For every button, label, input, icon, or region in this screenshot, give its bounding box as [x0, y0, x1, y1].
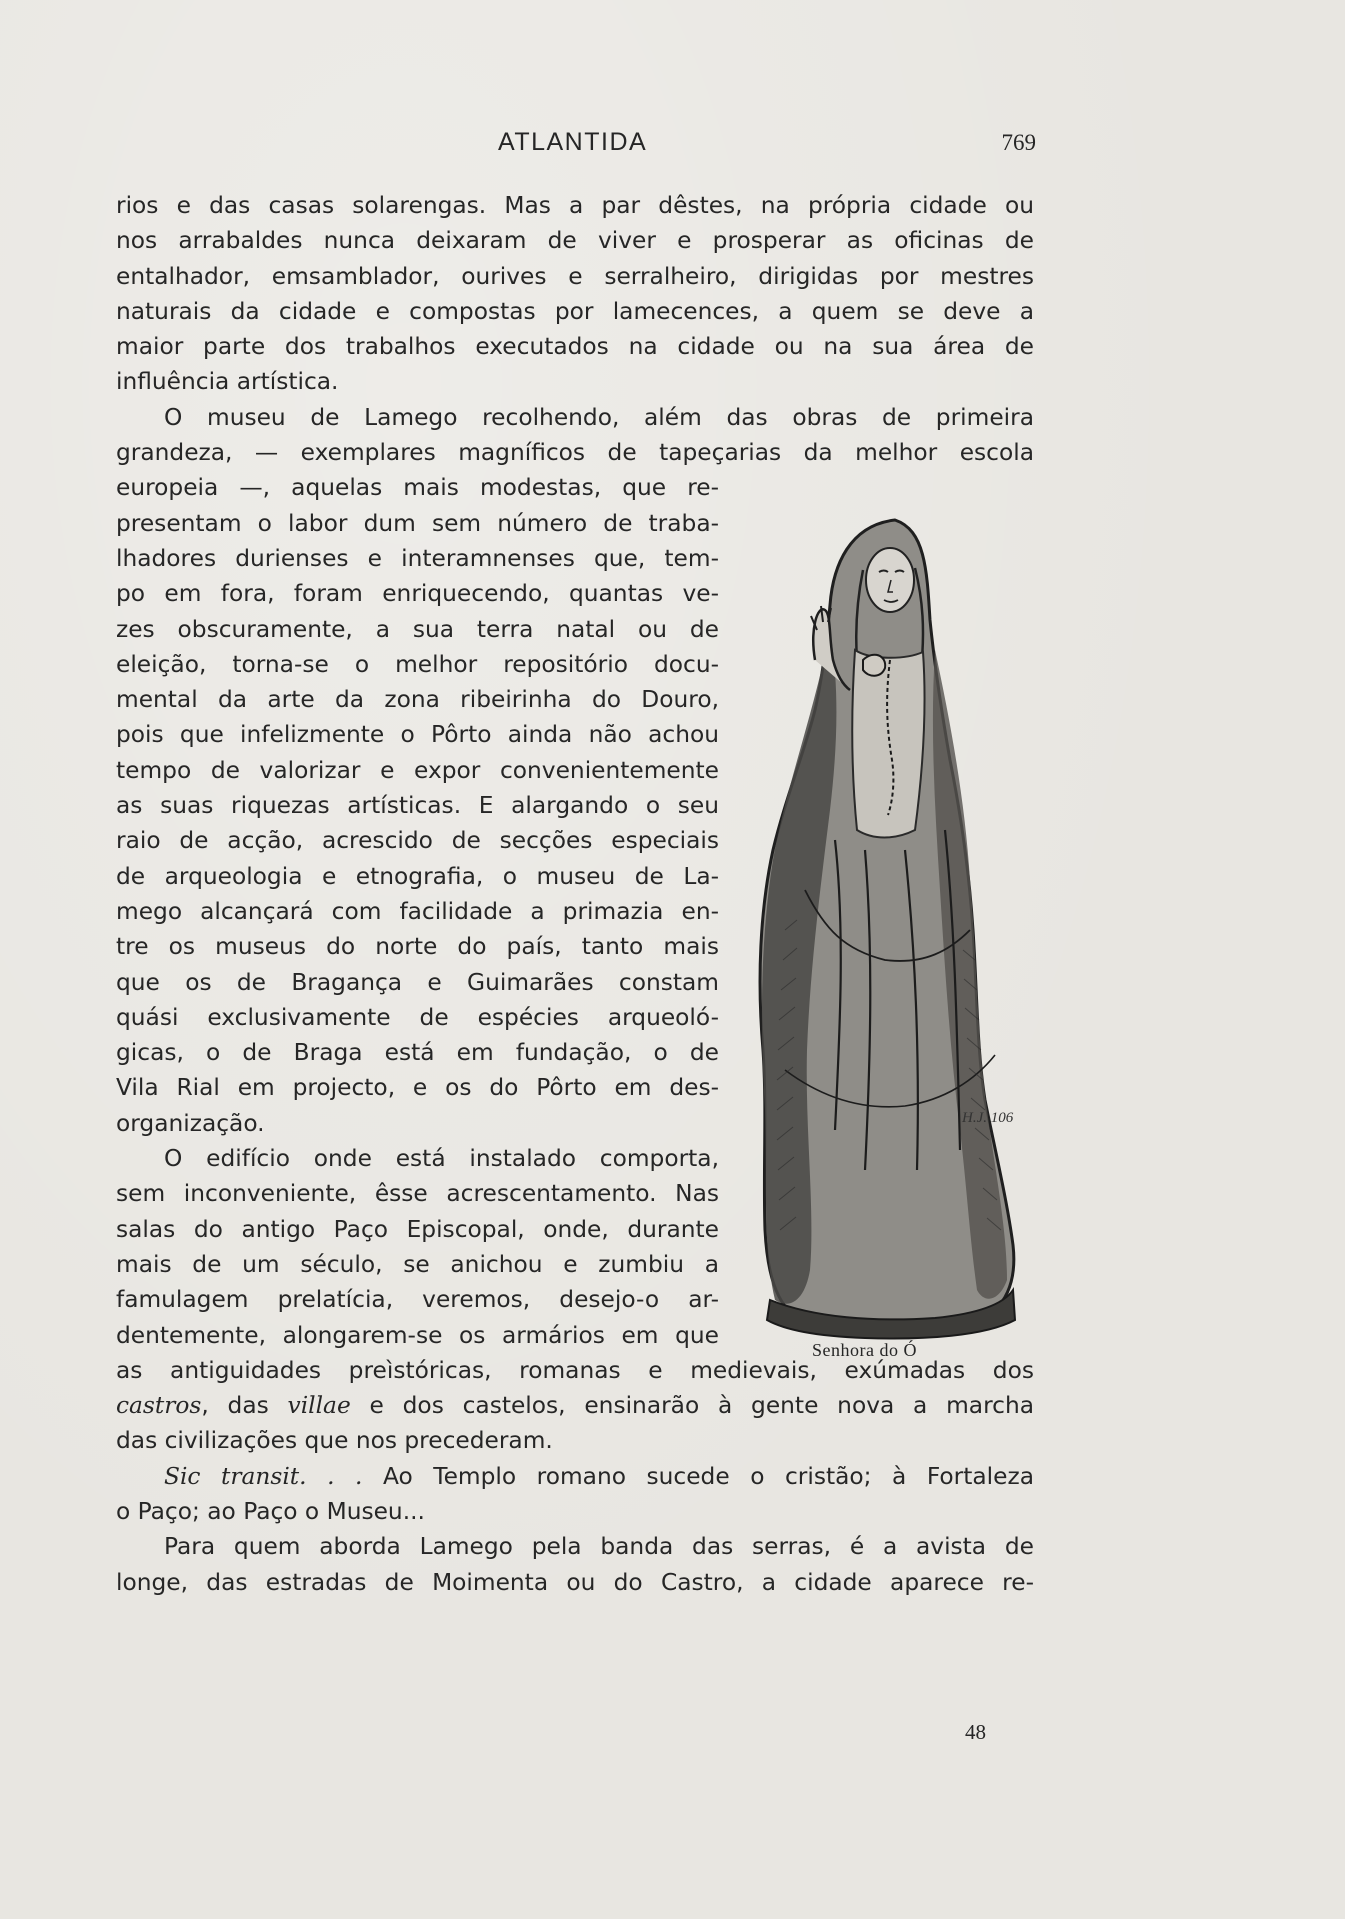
text-line: naturais da cidade e compostas por lamecences, a quem se deve a	[116, 297, 1034, 325]
running-title: ATLANTIDA	[498, 128, 648, 156]
text-line: de arqueologia e etnografia, o museu de La-	[116, 862, 719, 890]
text-line: quási exclusivamente de espécies arqueoló-	[116, 1003, 719, 1031]
text-line: grandeza, — exemplares magníficos de tapeçarias da melhor escola	[116, 439, 1034, 467]
text-line: castros, das villae e dos castelos, ensinarão à gente nova a marcha	[116, 1392, 1034, 1420]
text-line: O edifício onde está instalado comporta,	[164, 1145, 719, 1173]
artist-mark: H.J. 106	[962, 1110, 1014, 1126]
text-line: zes obscuramente, a sua terra natal ou de	[116, 615, 719, 643]
text-line: tempo de valorizar e expor convenientemente	[116, 756, 719, 784]
text-line: influência artística.	[116, 368, 339, 396]
text-line: maior parte dos trabalhos executados na cidade ou na sua área de	[116, 333, 1034, 361]
text-line: Sic transit. . . Ao Templo romano sucede o cristão; à Fortaleza	[164, 1462, 1034, 1490]
text-line: po em fora, foram enriquecendo, quantas ve-	[116, 580, 719, 608]
text-line: Para quem aborda Lamego pela banda das serras, é a avista de	[164, 1533, 1034, 1561]
italic-phrase: Sic transit. . .	[164, 1462, 363, 1490]
text-line: Vila Rial em projecto, e os do Pôrto em des-	[116, 1074, 719, 1102]
italic-word: villae	[287, 1392, 351, 1420]
text-line: O museu de Lamego recolhendo, além das obras de primeira	[164, 403, 1034, 431]
printer-signature: 48	[965, 1720, 986, 1744]
text-line: pois que infelizmente o Pôrto ainda não achou	[116, 721, 719, 749]
text-line: presentam o labor dum sem número de traba-	[116, 509, 719, 537]
text-line: rios e das casas solarengas. Mas a par dêstes, na própria cidade ou	[116, 192, 1034, 219]
text-line: eleição, torna-se o melhor repositório docu-	[116, 650, 719, 678]
text-line: que os de Bragança e Guimarães constam	[116, 968, 719, 996]
text-line: dentemente, alongarem-se os armários em que	[116, 1321, 719, 1349]
text-line: as suas riquezas artísticas. E alargando o seu	[116, 792, 719, 820]
text-line: das civilizações que nos precederam.	[116, 1427, 553, 1455]
text-line: o Paço; ao Paço o Museu...	[116, 1497, 425, 1525]
text-line: famulagem prelatícia, veremos, desejo-o ar-	[116, 1286, 719, 1314]
text-line: sem inconveniente, êsse acrescentamento. Nas	[116, 1180, 719, 1208]
text-line: gicas, o de Braga está em fundação, o de	[116, 1039, 719, 1067]
text-line: raio de acção, acrescido de secções especiais	[116, 827, 719, 855]
statue-illustration	[745, 510, 1025, 1340]
text-line: as antiguidades preìstóricas, romanas e medievais, exúmadas dos	[116, 1356, 1034, 1384]
italic-word: castros	[116, 1392, 202, 1420]
text-line: europeia —, aquelas mais modestas, que re-	[116, 474, 719, 502]
text-line: lhadores durienses e interamnenses que, tem-	[116, 544, 719, 572]
text-line: entalhador, emsamblador, ourives e serralheiro, dirigidas por mestres	[116, 262, 1034, 290]
text-line: nos arrabaldes nunca deixaram de viver e prosperar as oficinas de	[116, 227, 1034, 255]
text-line: organização.	[116, 1109, 265, 1137]
text-line: mais de um século, se anichou e zumbiu a	[116, 1250, 719, 1278]
text-line: tre os museus do norte do país, tanto mais	[116, 933, 719, 961]
text-line: mego alcançará com facilidade a primazia en-	[116, 897, 719, 925]
text-line: mental da arte da zona ribeirinha do Douro,	[116, 686, 719, 714]
page-number: 769	[1001, 130, 1036, 155]
text-line: salas do antigo Paço Episcopal, onde, durante	[116, 1215, 719, 1243]
text-line: longe, das estradas de Moimenta ou do Castro, a cidade aparece re-	[116, 1568, 1034, 1596]
figure-caption: Senhora do Ó	[812, 1340, 917, 1360]
running-head	[116, 120, 1036, 160]
